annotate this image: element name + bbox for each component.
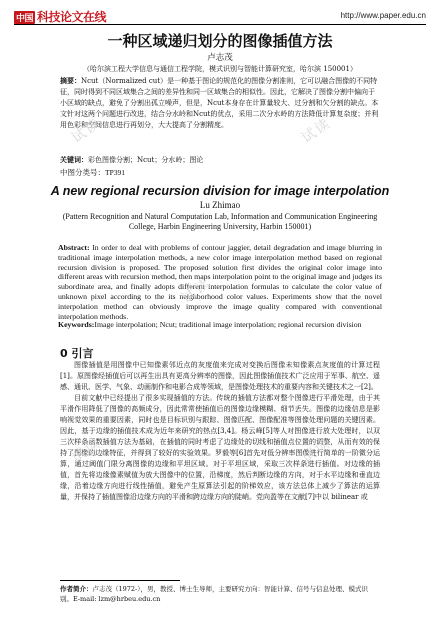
affiliation-cn: （哈尔滨工程大学信息与通信工程学院，模式识别与智能计算研究室，哈尔滨 150001） [83, 65, 357, 73]
watermark: 试读 [68, 115, 105, 147]
abstract-en [58, 243, 382, 321]
footnote-label: 作者简介： [60, 585, 93, 593]
title-cn: 一种区域递归划分的图像插值方法 [107, 32, 333, 50]
affiliation-en: (Pattern Recognition and Natural Computation Lab, Information and Communication Engineering College, Harbin Engineering University, Harbin 150001) [62, 212, 378, 231]
page-header [14, 8, 426, 24]
header-rule [14, 24, 426, 25]
site-url[interactable]: http://www.paper.edu.cn [340, 11, 426, 20]
footnote-text: 卢志茂（1972-），男，教授、博士生导师，主要研究方向：智能计算、信号与信息处理、模式识别。E-mail: lzm@hrbeu.edu.cn [60, 585, 368, 603]
abstract-en-label: Abstract: [58, 243, 90, 252]
body-paragraph: 图像插值是用图像中已知像素邻近点的灰度值来完成对变换后图像未知像素点灰度值的计算过程[1]。原图像经插值后可以再生出具有更高分辨率的图像，因此图像插值技术广泛应用于军事、航空、遥感、通讯、医学、气象、动画制作和电影合成等领域，是图像处理技术的重要内容和关键技术之一[2]。 [60, 361, 380, 391]
logo-text: 科技论文在线 [37, 10, 107, 24]
clc-number: 中图分类号：TP391 [60, 168, 126, 177]
keywords-en [58, 320, 382, 329]
title-en: A new regional recursion division for image interpolation [50, 184, 390, 198]
logo-box: 中国 [14, 11, 35, 24]
keywords-cn [60, 155, 380, 166]
watermark: 试读 [298, 115, 335, 147]
site-logo[interactable] [14, 8, 106, 25]
watermark: 试读 [298, 435, 335, 467]
watermark: 试读 [178, 275, 215, 307]
author-cn: 卢志茂 [207, 53, 233, 63]
footnote [60, 584, 380, 604]
abstract-cn-text: Ncut（Normalized cut）是一种基于图论的规范化的图像分割准则，它可以融合图像的不同特征，同时得到不同区域集合之间的差异性和同一区域集合的相似性。因此，它解决了图像分割中偏向于小区域的缺点，避免了分割出孤立噪声，但是，Ncut本身存在计算量较大、过分割和欠分割的缺点。本文针对这两个问题进行改进，结合分水岭和Ncut的优点，采用二次分水岭的方法降低计算复杂度；并利用色彩和空间信息进行再划分，大大提高了分割精度。 [60, 77, 379, 129]
body-text [60, 360, 380, 503]
keywords-en-label: Keywords: [58, 320, 95, 329]
keywords-en-text: Image interpolation; Ncut; traditional image interpolation; regional recursion division [94, 320, 362, 329]
watermark: 试读 [68, 435, 105, 467]
keywords-cn-text: 彩色图像分割；Ncut；分水岭；图论 [88, 156, 204, 164]
section-heading: 0 引言 [60, 347, 94, 360]
abstract-cn-label: 摘要： [60, 77, 81, 85]
author-en: Lu Zhimao [199, 200, 241, 210]
abstract-en-text: In order to deal with problems of contour jaggier, detail degradation and image blurring in traditional image interpolation methods, a new color image interpolation method based on regional recursion division is proposed. The proposed solution first divides the original color image into different areas with recursion method, then maps interpolation point to the original image and judges its subordinate area, and finally adopts different interpolation formulas to calculate the color value of unknown pixel according to the its neighborhood color values. Experiments show that the novel interpolation method can obviously improve the image quality compared with conventional interpolation methods. [58, 243, 383, 321]
footnote-rule [60, 580, 180, 581]
abstract-cn [60, 76, 380, 131]
keywords-cn-label: 关键词： [60, 156, 88, 164]
body-paragraph: 目前文献中已经提出了很多实现插值的方法。传统的插值方法都对整个图像进行平滑处理，由于其平滑作用降低了图像的高频成分，因此常常使插值后的图像边缘模糊、细节丢失。图像的边缘信息是影响视觉效果的重要因素，同时也是目标识别与跟踪、图像匹配、图像配准等图像处理问题的关键因素。因此，基于边缘的插值技术成为近年来研究的热点[3,4]。杨云峰[5]等人对图像进行放大处理时，以双三次样条函数插值方法为基础，在插值的同时考虑了边缘处的切线和插值点位置的调整，从而有效的保持了图像的边缘特征，并得到了较好的实验效果。罗毅等[6]首先对低分辨率图像进行简单的一阶微分运算，通过阈值门限分离图像的边缘和平坦区域。对于平坦区域，采取三次样条进行插值。对边缘的插值，首先将边缘像素赋值为放大图像中的位置，沿梯度，然后判断边缘的方向，对于水平边缘和垂直边缘，沿着边缘方向进行线性插值，避免产生原算法引起的阶梯效应，该方法总体上减少了算法的运算量，并保持了插值图像沿边缘方向的平滑和跨边缘方向的陡峭。党向盈等在文献[7]中以 bilinear 或 [60, 394, 380, 501]
